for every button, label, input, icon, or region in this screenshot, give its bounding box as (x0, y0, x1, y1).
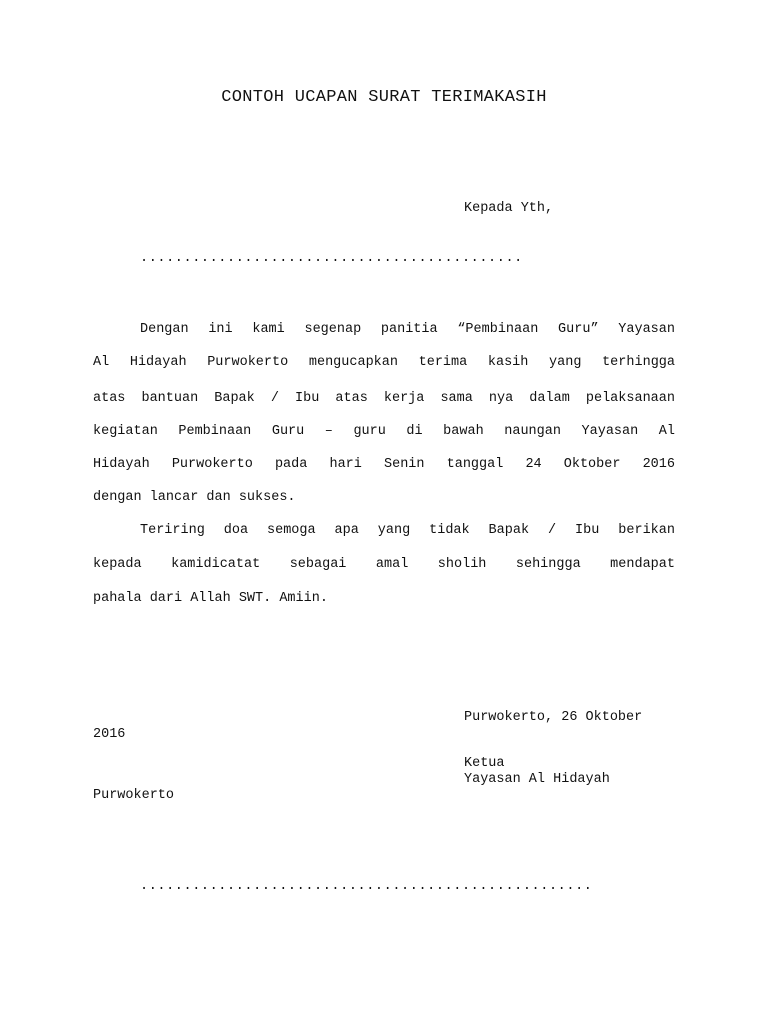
signature-organization-city: Purwokerto (93, 788, 175, 803)
signature-dots: .................................................... (140, 879, 593, 894)
page-title: CONTOH UCAPAN SURAT TERIMAKASIH (221, 88, 547, 107)
recipient-dots: ............................................ (140, 251, 523, 266)
paragraph1-line-3: atas bantuan Bapak / Ibu atas kerja sama nya dalam pelaksanaan (93, 391, 675, 406)
paragraph2-line-1: Teriring doa semoga apa yang tidak Bapak / Ibu berikan (140, 523, 675, 538)
signature-date-year: 2016 (93, 727, 126, 742)
paragraph1-line-5: Hidayah Purwokerto pada hari Senin tanggal 24 Oktober 2016 (93, 457, 675, 472)
signature-organization: Yayasan Al Hidayah (464, 772, 610, 787)
paragraph1-line-2: Al Hidayah Purwokerto mengucapkan terima kasih yang terhingga (93, 355, 675, 370)
recipient-salutation: Kepada Yth, (464, 201, 554, 216)
paragraph1-line-6: dengan lancar dan sukses. (93, 490, 296, 505)
paragraph1-line-1: Dengan ini kami segenap panitia “Pembinaan Guru” Yayasan (140, 322, 675, 337)
paragraph1-line-4: kegiatan Pembinaan Guru – guru di bawah naungan Yayasan Al (93, 424, 675, 439)
signature-place-date: Purwokerto, 26 Oktober (464, 710, 643, 725)
paragraph2-line-2: kepada kamidicatat sebagai amal sholih sehingga mendapat (93, 557, 675, 572)
signature-role: Ketua (464, 756, 505, 771)
paragraph2-line-3: pahala dari Allah SWT. Amiin. (93, 591, 328, 606)
